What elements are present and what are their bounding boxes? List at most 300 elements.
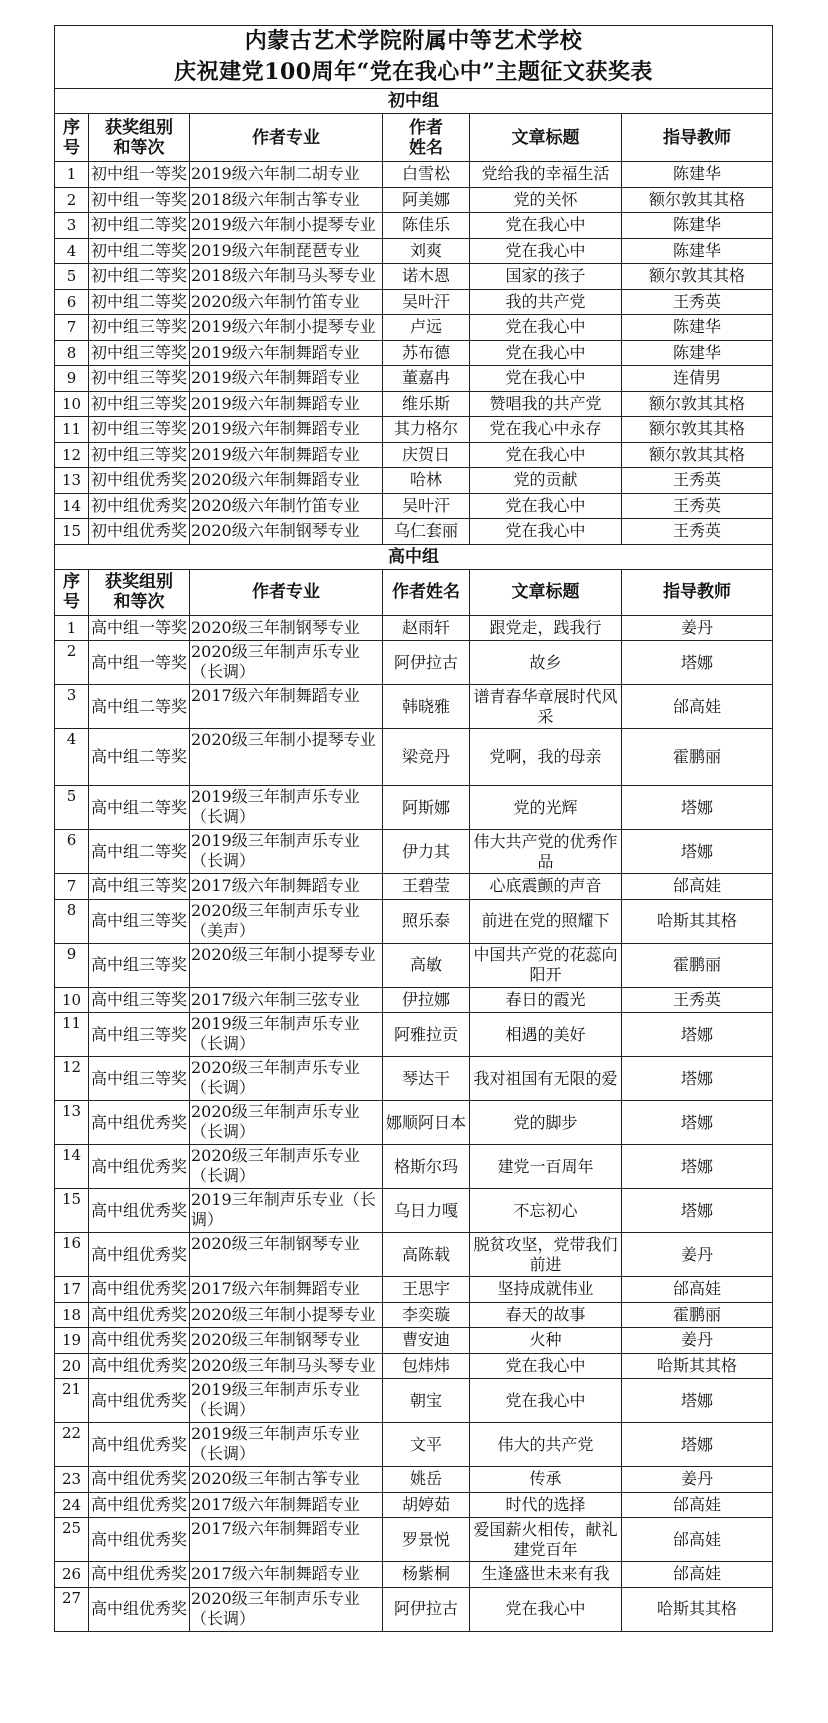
award-level: 初中组优秀奖 (89, 468, 190, 494)
award-level: 高中组一等奖 (89, 641, 190, 685)
article-title: 火种 (470, 1328, 622, 1354)
author-name: 其力格尔 (383, 417, 470, 443)
author-name: 诺木恩 (383, 264, 470, 290)
junior-row (55, 289, 773, 315)
section-senior-label: 高中组 (55, 544, 773, 569)
award-level: 初中组二等奖 (89, 264, 190, 290)
award-level: 高中组优秀奖 (89, 1101, 190, 1145)
advisor-name: 陈建华 (622, 238, 773, 264)
row-number: 10 (55, 391, 89, 417)
author-major: 2020级三年制声乐专业（长调） (190, 1057, 383, 1101)
author-major: 2019级六年制小提琴专业 (190, 315, 383, 341)
row-number: 10 (55, 987, 89, 1013)
advisor-name: 额尔敦其其格 (622, 442, 773, 468)
author-major: 2020级三年制声乐专业（长调） (190, 1101, 383, 1145)
award-level: 高中组优秀奖 (89, 1379, 190, 1423)
junior-row (55, 340, 773, 366)
author-name: 曹安迪 (383, 1328, 470, 1354)
author-name: 伊力其 (383, 830, 470, 874)
advisor-name: 塔娜 (622, 1423, 773, 1467)
article-title: 脱贫攻坚，党带我们前进 (470, 1233, 622, 1277)
author-major: 2019级三年制声乐专业（长调） (190, 830, 383, 874)
header-name: 作者姓名 (383, 569, 470, 615)
advisor-name: 王秀英 (622, 468, 773, 494)
article-title: 我的共产党 (470, 289, 622, 315)
senior-row (55, 874, 773, 900)
article-title: 党的光辉 (470, 786, 622, 830)
article-title: 党在我心中 (470, 493, 622, 519)
award-level: 初中组三等奖 (89, 442, 190, 468)
document-title (55, 26, 773, 89)
row-number: 4 (55, 729, 89, 786)
senior-row (55, 1353, 773, 1379)
author-major: 2020级三年制声乐专业（长调） (190, 641, 383, 685)
article-title: 党在我心中 (470, 519, 622, 545)
author-major: 2020级六年制竹笛专业 (190, 493, 383, 519)
senior-row (55, 1057, 773, 1101)
author-major: 2018级六年制古筝专业 (190, 187, 383, 213)
advisor-name: 塔娜 (622, 786, 773, 830)
author-major: 2020级三年制钢琴专业 (190, 615, 383, 641)
row-number: 9 (55, 366, 89, 392)
row-number: 2 (55, 187, 89, 213)
author-name: 照乐泰 (383, 899, 470, 943)
row-number: 9 (55, 943, 89, 987)
article-title: 党的脚步 (470, 1101, 622, 1145)
senior-row (55, 1302, 773, 1328)
advisor-name: 塔娜 (622, 1145, 773, 1189)
header-name (383, 114, 470, 162)
advisor-name: 姜丹 (622, 615, 773, 641)
author-major: 2019级三年制声乐专业（长调） (190, 1423, 383, 1467)
award-level: 初中组二等奖 (89, 289, 190, 315)
row-number: 12 (55, 442, 89, 468)
author-major: 2019三年制声乐专业（长调） (190, 1189, 383, 1233)
article-title: 国家的孩子 (470, 264, 622, 290)
award-level: 高中组二等奖 (89, 786, 190, 830)
award-level: 高中组优秀奖 (89, 1518, 190, 1562)
author-major: 2017级六年制舞蹈专业 (190, 1518, 383, 1562)
senior-row (55, 943, 773, 987)
senior-header-row (55, 569, 773, 615)
author-name: 赵雨轩 (383, 615, 470, 641)
advisor-name: 连倩男 (622, 366, 773, 392)
senior-row (55, 1423, 773, 1467)
author-name: 庆贺日 (383, 442, 470, 468)
article-title: 相遇的美好 (470, 1013, 622, 1057)
row-number: 6 (55, 830, 89, 874)
senior-row (55, 1101, 773, 1145)
article-title: 春天的故事 (470, 1302, 622, 1328)
award-level: 初中组一等奖 (89, 162, 190, 188)
author-major: 2017级六年制舞蹈专业 (190, 1277, 383, 1303)
author-major: 2017级六年制三弦专业 (190, 987, 383, 1013)
author-name: 阿伊拉古 (383, 641, 470, 685)
article-title: 前进在党的照耀下 (470, 899, 622, 943)
row-number: 21 (55, 1379, 89, 1423)
senior-row (55, 1013, 773, 1057)
row-number: 16 (55, 1233, 89, 1277)
author-name: 乌仁套丽 (383, 519, 470, 545)
award-level: 高中组三等奖 (89, 899, 190, 943)
article-title: 党在我心中 (470, 366, 622, 392)
header-award-text: 获奖组别 和等次 (105, 117, 173, 158)
senior-row (55, 729, 773, 786)
row-number: 15 (55, 1189, 89, 1233)
title-line-1: 内蒙古艺术学院附属中等艺术学校 (244, 28, 583, 54)
award-level: 高中组二等奖 (89, 729, 190, 786)
senior-row (55, 1562, 773, 1588)
author-name: 伊拉娜 (383, 987, 470, 1013)
advisor-name: 塔娜 (622, 1379, 773, 1423)
row-number: 26 (55, 1562, 89, 1588)
article-title: 党在我心中永存 (470, 417, 622, 443)
award-level: 高中组优秀奖 (89, 1587, 190, 1631)
junior-row (55, 315, 773, 341)
article-title: 心底震颤的声音 (470, 874, 622, 900)
author-name: 杨紫桐 (383, 1562, 470, 1588)
row-number: 13 (55, 468, 89, 494)
senior-row (55, 1379, 773, 1423)
junior-row (55, 391, 773, 417)
row-number: 25 (55, 1518, 89, 1562)
author-name: 阿雅拉贡 (383, 1013, 470, 1057)
award-level: 初中组三等奖 (89, 366, 190, 392)
advisor-name: 塔娜 (622, 1013, 773, 1057)
advisor-name: 塔娜 (622, 830, 773, 874)
article-title: 党在我心中 (470, 1353, 622, 1379)
row-number: 24 (55, 1492, 89, 1518)
article-title: 党在我心中 (470, 340, 622, 366)
author-name: 乌日力嘎 (383, 1189, 470, 1233)
row-number: 17 (55, 1277, 89, 1303)
advisor-name: 额尔敦其其格 (622, 417, 773, 443)
award-level: 初中组二等奖 (89, 238, 190, 264)
junior-header-row (55, 114, 773, 162)
senior-row (55, 1587, 773, 1631)
author-major: 2020级三年制声乐专业（美声） (190, 899, 383, 943)
senior-row (55, 830, 773, 874)
row-number: 14 (55, 493, 89, 519)
advisor-name: 额尔敦其其格 (622, 391, 773, 417)
article-title: 党在我心中 (470, 1379, 622, 1423)
award-level: 高中组优秀奖 (89, 1562, 190, 1588)
senior-row (55, 1328, 773, 1354)
senior-row (55, 1233, 773, 1277)
author-name: 吴叶汗 (383, 289, 470, 315)
article-title: 传承 (470, 1467, 622, 1493)
author-name: 吴叶汗 (383, 493, 470, 519)
advisor-name: 哈斯其其格 (622, 899, 773, 943)
senior-row (55, 899, 773, 943)
advisor-name: 邰高娃 (622, 685, 773, 729)
header-teacher: 指导教师 (622, 114, 773, 162)
author-major: 2019级六年制小提琴专业 (190, 213, 383, 239)
advisor-name: 邰高娃 (622, 1562, 773, 1588)
junior-row (55, 264, 773, 290)
row-number: 23 (55, 1467, 89, 1493)
author-major: 2020级三年制马头琴专业 (190, 1353, 383, 1379)
award-level: 高中组二等奖 (89, 830, 190, 874)
author-major: 2019级六年制二胡专业 (190, 162, 383, 188)
senior-row (55, 1467, 773, 1493)
author-name: 阿斯娜 (383, 786, 470, 830)
author-major: 2019级六年制舞蹈专业 (190, 340, 383, 366)
author-name: 文平 (383, 1423, 470, 1467)
author-name: 格斯尔玛 (383, 1145, 470, 1189)
author-name: 琴达干 (383, 1057, 470, 1101)
row-number: 5 (55, 786, 89, 830)
author-major: 2017级六年制舞蹈专业 (190, 1492, 383, 1518)
row-number: 3 (55, 685, 89, 729)
author-major: 2019级六年制舞蹈专业 (190, 391, 383, 417)
article-title: 赞唱我的共产党 (470, 391, 622, 417)
junior-row (55, 519, 773, 545)
article-title: 时代的选择 (470, 1492, 622, 1518)
author-name: 白雪松 (383, 162, 470, 188)
row-number: 1 (55, 162, 89, 188)
author-major: 2020级三年制声乐专业（长调） (190, 1145, 383, 1189)
author-major: 2019级六年制舞蹈专业 (190, 442, 383, 468)
award-level: 高中组优秀奖 (89, 1353, 190, 1379)
article-title: 伟大的共产党 (470, 1423, 622, 1467)
author-name: 王碧莹 (383, 874, 470, 900)
award-level: 高中组三等奖 (89, 874, 190, 900)
title-line-2: 庆祝建党100周年“党在我心中”主题征文获奖表 (174, 59, 653, 85)
author-major: 2019级六年制舞蹈专业 (190, 417, 383, 443)
header-award (89, 569, 190, 615)
award-table (54, 25, 773, 1632)
award-level: 初中组三等奖 (89, 315, 190, 341)
author-major: 2019级三年制声乐专业（长调） (190, 1013, 383, 1057)
advisor-name: 哈斯其其格 (622, 1587, 773, 1631)
award-level: 初中组优秀奖 (89, 519, 190, 545)
author-major: 2020级三年制古筝专业 (190, 1467, 383, 1493)
advisor-name: 霍鹏丽 (622, 943, 773, 987)
advisor-name: 塔娜 (622, 1189, 773, 1233)
award-level: 高中组三等奖 (89, 1013, 190, 1057)
author-name: 李奕璇 (383, 1302, 470, 1328)
award-level: 高中组优秀奖 (89, 1145, 190, 1189)
row-number: 12 (55, 1057, 89, 1101)
article-title: 跟党走，践我行 (470, 615, 622, 641)
article-title: 党的关怀 (470, 187, 622, 213)
row-number: 5 (55, 264, 89, 290)
advisor-name: 王秀英 (622, 289, 773, 315)
header-title: 文章标题 (470, 569, 622, 615)
article-title: 党给我的幸福生活 (470, 162, 622, 188)
award-document (54, 25, 772, 1632)
header-award-text: 获奖组别 和等次 (105, 572, 173, 612)
row-number: 2 (55, 641, 89, 685)
author-major: 2020级六年制钢琴专业 (190, 519, 383, 545)
header-award (89, 114, 190, 162)
advisor-name: 姜丹 (622, 1467, 773, 1493)
senior-row (55, 685, 773, 729)
advisor-name: 陈建华 (622, 315, 773, 341)
author-major: 2020级三年制钢琴专业 (190, 1233, 383, 1277)
header-major: 作者专业 (190, 569, 383, 615)
author-major: 2020级三年制钢琴专业 (190, 1328, 383, 1354)
author-name: 梁竞丹 (383, 729, 470, 786)
senior-row (55, 1518, 773, 1562)
article-title: 党在我心中 (470, 238, 622, 264)
advisor-name: 霍鹏丽 (622, 1302, 773, 1328)
advisor-name: 额尔敦其其格 (622, 187, 773, 213)
author-major: 2020级三年制小提琴专业 (190, 1302, 383, 1328)
author-name: 维乐斯 (383, 391, 470, 417)
row-number: 19 (55, 1328, 89, 1354)
advisor-name: 姜丹 (622, 1328, 773, 1354)
article-title: 我对祖国有无限的爱 (470, 1057, 622, 1101)
senior-row (55, 1145, 773, 1189)
advisor-name: 额尔敦其其格 (622, 264, 773, 290)
advisor-name: 霍鹏丽 (622, 729, 773, 786)
senior-row (55, 786, 773, 830)
award-level: 高中组一等奖 (89, 615, 190, 641)
author-name: 阿伊拉古 (383, 1587, 470, 1631)
author-major: 2017级六年制舞蹈专业 (190, 874, 383, 900)
author-major: 2020级六年制竹笛专业 (190, 289, 383, 315)
author-name: 胡婷茹 (383, 1492, 470, 1518)
author-major: 2020级三年制小提琴专业 (190, 943, 383, 987)
award-level: 初中组一等奖 (89, 187, 190, 213)
award-level: 高中组优秀奖 (89, 1277, 190, 1303)
author-name: 苏布德 (383, 340, 470, 366)
article-title: 党在我心中 (470, 213, 622, 239)
article-title: 党的贡献 (470, 468, 622, 494)
article-title: 党在我心中 (470, 1587, 622, 1631)
advisor-name: 王秀英 (622, 493, 773, 519)
row-number: 11 (55, 417, 89, 443)
row-number: 11 (55, 1013, 89, 1057)
senior-row (55, 1492, 773, 1518)
junior-row (55, 162, 773, 188)
article-title: 生逢盛世未来有我 (470, 1562, 622, 1588)
advisor-name: 陈建华 (622, 213, 773, 239)
author-name: 卢远 (383, 315, 470, 341)
author-major: 2019级三年制声乐专业（长调） (190, 1379, 383, 1423)
article-title: 爱国薪火相传，献礼建党百年 (470, 1518, 622, 1562)
author-major: 2020级六年制舞蹈专业 (190, 468, 383, 494)
advisor-name: 塔娜 (622, 641, 773, 685)
article-title: 中国共产党的花蕊向阳开 (470, 943, 622, 987)
junior-row (55, 213, 773, 239)
advisor-name: 陈建华 (622, 162, 773, 188)
row-number: 22 (55, 1423, 89, 1467)
author-name: 高敏 (383, 943, 470, 987)
row-number: 20 (55, 1353, 89, 1379)
author-name: 阿美娜 (383, 187, 470, 213)
author-name: 陈佳乐 (383, 213, 470, 239)
row-number: 1 (55, 615, 89, 641)
row-number: 18 (55, 1302, 89, 1328)
row-number: 3 (55, 213, 89, 239)
award-level: 高中组三等奖 (89, 1057, 190, 1101)
row-number: 7 (55, 874, 89, 900)
row-number: 6 (55, 289, 89, 315)
author-major: 2017级六年制舞蹈专业 (190, 685, 383, 729)
author-name: 王思宇 (383, 1277, 470, 1303)
award-level: 高中组三等奖 (89, 987, 190, 1013)
award-level: 初中组三等奖 (89, 340, 190, 366)
advisor-name: 邰高娃 (622, 1277, 773, 1303)
author-major: 2020级三年制小提琴专业 (190, 729, 383, 786)
award-level: 初中组优秀奖 (89, 493, 190, 519)
author-name: 韩晓雅 (383, 685, 470, 729)
award-level: 初中组二等奖 (89, 213, 190, 239)
advisor-name: 塔娜 (622, 1057, 773, 1101)
author-name: 朝宝 (383, 1379, 470, 1423)
award-level: 高中组三等奖 (89, 943, 190, 987)
author-name: 娜顺阿日本 (383, 1101, 470, 1145)
header-no: 序号 (55, 114, 89, 162)
award-level: 高中组优秀奖 (89, 1467, 190, 1493)
award-level: 高中组优秀奖 (89, 1492, 190, 1518)
author-major: 2018级六年制马头琴专业 (190, 264, 383, 290)
author-name: 高陈载 (383, 1233, 470, 1277)
award-level: 高中组优秀奖 (89, 1233, 190, 1277)
author-major: 2019级三年制声乐专业（长调） (190, 786, 383, 830)
header-teacher: 指导教师 (622, 569, 773, 615)
author-major: 2020级三年制声乐专业（长调） (190, 1587, 383, 1631)
row-number: 13 (55, 1101, 89, 1145)
header-name-text: 作者 姓名 (409, 117, 443, 158)
award-level: 高中组优秀奖 (89, 1328, 190, 1354)
header-no: 序号 (55, 569, 89, 615)
row-number: 4 (55, 238, 89, 264)
senior-row (55, 987, 773, 1013)
author-name: 刘爽 (383, 238, 470, 264)
author-name: 哈林 (383, 468, 470, 494)
row-number: 27 (55, 1587, 89, 1631)
senior-row (55, 1277, 773, 1303)
row-number: 14 (55, 1145, 89, 1189)
advisor-name: 邰高娃 (622, 1492, 773, 1518)
author-major: 2019级六年制琵琶专业 (190, 238, 383, 264)
row-number: 7 (55, 315, 89, 341)
senior-row (55, 641, 773, 685)
junior-row (55, 442, 773, 468)
author-name: 包炜炜 (383, 1353, 470, 1379)
advisor-name: 邰高娃 (622, 1518, 773, 1562)
advisor-name: 姜丹 (622, 1233, 773, 1277)
award-level: 高中组优秀奖 (89, 1302, 190, 1328)
senior-row (55, 615, 773, 641)
junior-row (55, 417, 773, 443)
author-major: 2017级六年制舞蹈专业 (190, 1562, 383, 1588)
author-name: 董嘉冉 (383, 366, 470, 392)
junior-row (55, 187, 773, 213)
article-title: 谱青春华章展时代风采 (470, 685, 622, 729)
article-title: 建党一百周年 (470, 1145, 622, 1189)
award-level: 高中组二等奖 (89, 685, 190, 729)
author-name: 罗景悦 (383, 1518, 470, 1562)
article-title: 不忘初心 (470, 1189, 622, 1233)
advisor-name: 王秀英 (622, 987, 773, 1013)
article-title: 党在我心中 (470, 315, 622, 341)
junior-row (55, 493, 773, 519)
article-title: 坚持成就伟业 (470, 1277, 622, 1303)
advisor-name: 陈建华 (622, 340, 773, 366)
junior-row (55, 366, 773, 392)
award-level: 初中组三等奖 (89, 417, 190, 443)
junior-row (55, 468, 773, 494)
article-title: 党在我心中 (470, 442, 622, 468)
advisor-name: 哈斯其其格 (622, 1353, 773, 1379)
award-level: 高中组优秀奖 (89, 1423, 190, 1467)
row-number: 15 (55, 519, 89, 545)
